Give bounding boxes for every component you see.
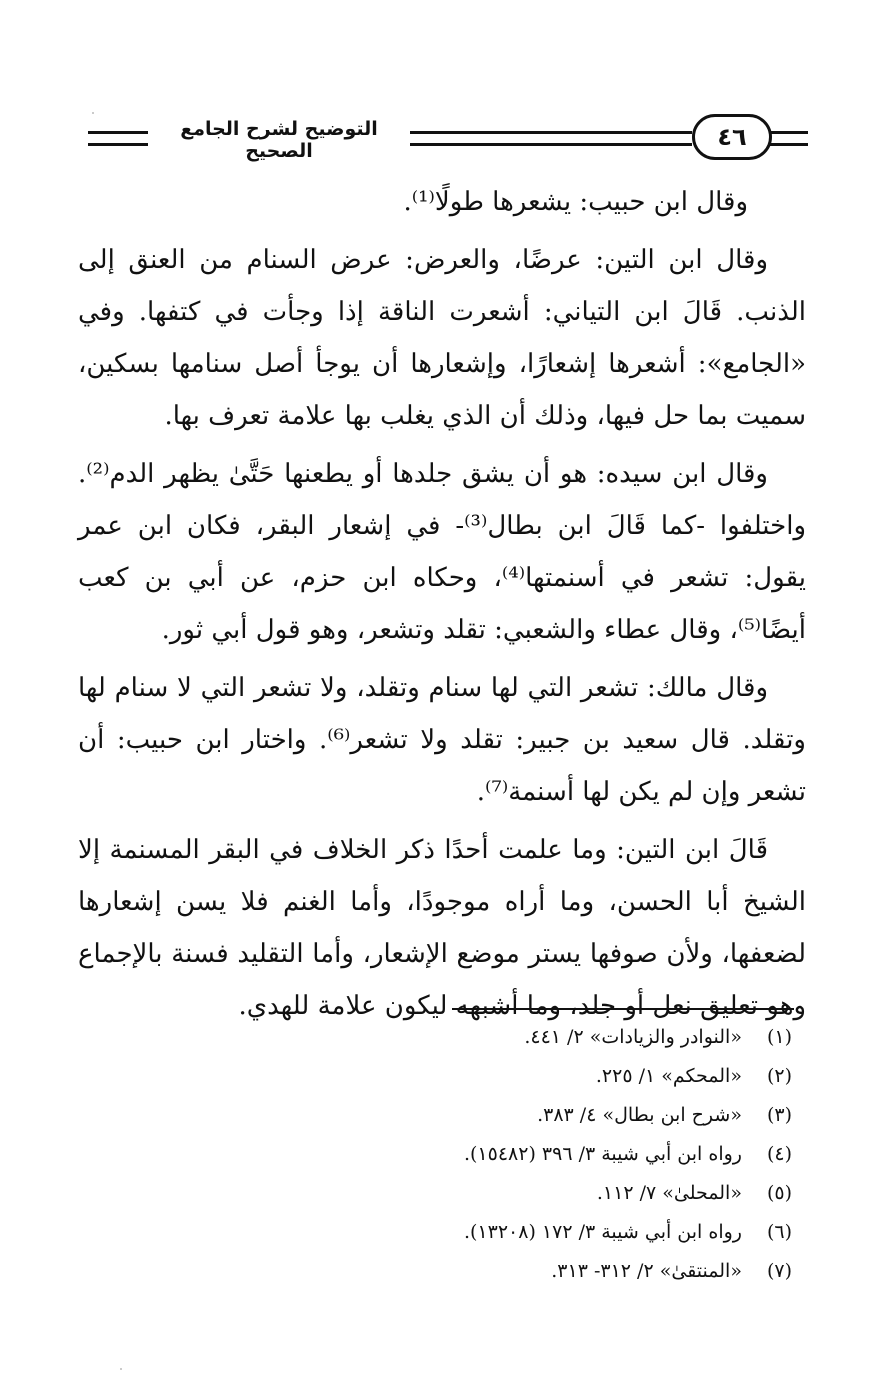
footnote-number: (٦)	[766, 1221, 792, 1243]
scan-speck	[92, 112, 94, 114]
footnote-number: (٧)	[766, 1260, 792, 1282]
footnote-text: «النوادر والزيادات» ٢/ ٤٤١.	[524, 1026, 742, 1048]
footnote-text: «المحكم» ١/ ٢٢٥.	[595, 1065, 742, 1087]
footnote-item	[80, 1057, 792, 1096]
footnotes	[80, 1018, 792, 1291]
footnote-separator	[452, 1008, 794, 1010]
footnote-item	[80, 1174, 792, 1213]
footnote-number: (٣)	[766, 1104, 792, 1126]
footnote-text: رواه ابن أبي شيبة ٣/ ١٧٢ (١٣٢٠٨).	[463, 1221, 742, 1243]
scan-speck	[120, 1368, 122, 1370]
running-header	[80, 112, 810, 166]
footnote-item	[80, 1213, 792, 1252]
paragraph: وقال ابن التين: عرضًا، والعرض: عرض السنام من العنق إلى الذنب. قَالَ ابن التياني: أشعرت الناقة إذا وجأت في كتفها. وفي «الجامع»: أشعرها إشعارًا، وإشعارها أن يوجأ أصل سنامها بسكين، سميت بما حل فيها، وذلك أن الذي يغلب بها علامة تعرف بها.	[78, 245, 806, 431]
footnote-item	[80, 1096, 792, 1135]
footnote-number: (١)	[766, 1026, 792, 1048]
footnote-text: «المحلىٰ» ٧/ ١١٢.	[596, 1182, 742, 1204]
running-title: التوضيح لشرح الجامع الصحيح	[180, 118, 378, 162]
paragraph: وقال ابن حبيب: يشعرها طولًا⁽¹⁾.	[403, 187, 748, 217]
footnote-item	[80, 1252, 792, 1291]
footnote-item	[80, 1135, 792, 1174]
footnote-text: «المنتقىٰ» ٢/ ٣١٢- ٣١٣.	[551, 1260, 742, 1282]
footnote-text: «شرح ابن بطال» ٤/ ٣٨٣.	[537, 1104, 742, 1126]
footnote-text: رواه ابن أبي شيبة ٣/ ٣٩٦ (١٥٤٨٢).	[463, 1143, 742, 1165]
footnote-number: (٢)	[766, 1065, 792, 1087]
page-number: ٤٦	[692, 114, 772, 160]
footnote-item	[80, 1018, 792, 1057]
main-text	[78, 176, 806, 1038]
paragraph: قَالَ ابن التين: وما علمت أحدًا ذكر الخلاف في البقر المسنمة إلا الشيخ أبا الحسن، وما أراه موجودًا، وأما الغنم فلا يسن إشعارها لضعفها، ولأن صوفها يستر موضع الإشعار، وأما التقليد فسنة بالإجماع وهو تعليق نعل أو جلد، وما أشبهه ليكون علامة للهدي.	[78, 835, 806, 1021]
header-rule-left	[88, 131, 148, 146]
header-rule-middle	[410, 131, 692, 146]
header-rule-right	[770, 131, 808, 146]
footnote-number: (٤)	[766, 1143, 792, 1165]
footnote-number: (٥)	[766, 1182, 792, 1204]
paragraph: وقال مالك: تشعر التي لها سنام وتقلد، ولا تشعر التي لا سنام لها وتقلد. قال سعيد بن جبير: تقلد ولا تشعر⁽⁶⁾. واختار ابن حبيب: أن تشعر وإن لم يكن لها أسنمة⁽⁷⁾.	[78, 673, 806, 807]
paragraph: وقال ابن سيده: هو أن يشق جلدها أو يطعنها حَتَّىٰ يظهر الدم⁽²⁾. واختلفوا -كما قَالَ ابن بطال⁽³⁾- في إشعار البقر، فكان ابن عمر يقول: تشعر في أسنمتها⁽⁴⁾، وحكاه ابن حزم، عن أبي بن كعب أيضًا⁽⁵⁾، وقال عطاء والشعبي: تقلد وتشعر، وهو قول أبي ثور.	[78, 459, 806, 645]
